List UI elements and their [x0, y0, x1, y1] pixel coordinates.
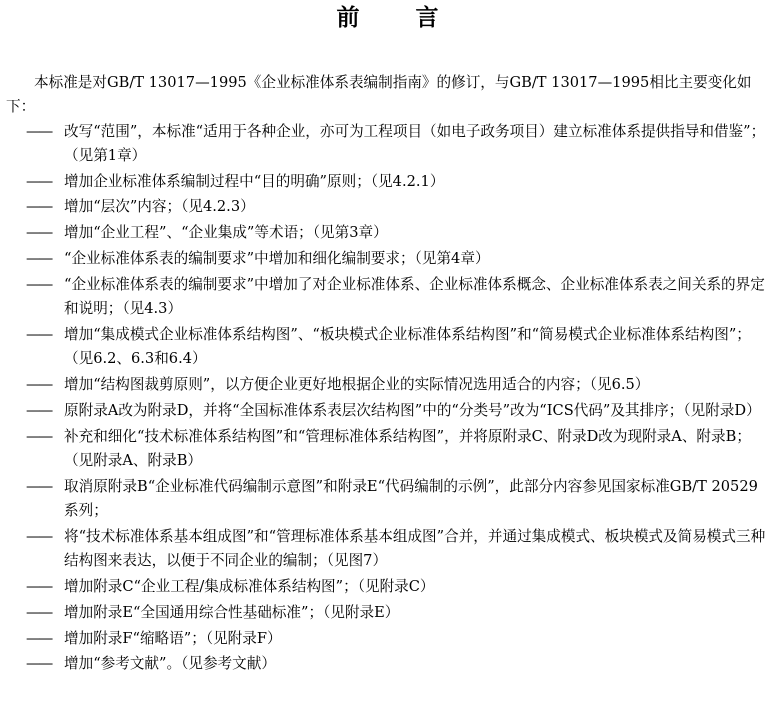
list-item — [6, 475, 768, 524]
list-item-text: 增加企业标准体系编制过程中“目的明确”原则；（见4.2.1） — [64, 172, 445, 190]
list-dash: —— — [26, 275, 52, 293]
list-item — [6, 425, 768, 474]
list-item — [6, 323, 768, 372]
list-item-text: “企业标准体系表的编制要求”中增加和细化编制要求；（见第4章） — [64, 250, 490, 268]
list-item — [6, 195, 768, 219]
list-item-text: 增加附录C“企业工程/集成标准体系结构图”；（见附录C） — [64, 577, 435, 595]
foreword-body — [6, 71, 768, 678]
list-item-text: “企业标准体系表的编制要求”中增加了对企业标准体系、企业标准体系概念、企业标准体系表之间关系的界定和说明；（见4.3） — [64, 275, 765, 318]
list-item — [6, 221, 768, 245]
list-dash: —— — [26, 655, 52, 673]
list-item — [6, 373, 768, 397]
list-item-text: 增加“参考文献”。（见参考文献） — [64, 655, 276, 673]
list-item-text: 将“技术标准体系基本组成图”和“管理标准体系基本组成图”合并，并通过集成模式、板块模式及简易模式三种结构图来表达，以便于不同企业的编制；（见图7） — [64, 527, 766, 570]
list-dash: —— — [26, 427, 52, 445]
list-dash: —— — [26, 401, 52, 419]
list-item — [6, 652, 768, 676]
list-item — [6, 525, 768, 574]
list-item-text: 取消原附录B“企业标准代码编制示意图”和附录E“代码编制的示例”，此部分内容参见国家标准GB/T 20529系列； — [64, 477, 758, 520]
list-item-text: 增加附录E“全国通用综合性基础标准”；（见附录E） — [64, 603, 400, 621]
list-dash: —— — [26, 198, 52, 216]
list-item-text: 增加“结构图裁剪原则”，以方便企业更好地根据企业的实际情况选用适合的内容；（见6.5） — [64, 376, 650, 394]
list-item-text: 增加“层次”内容；（见4.2.3） — [64, 198, 255, 216]
list-dash: —— — [26, 122, 52, 140]
list-item — [6, 399, 768, 423]
page-title — [0, 3, 775, 33]
list-dash: —— — [26, 250, 52, 268]
title-char-1: 前 — [336, 5, 360, 31]
title-char-2: 言 — [415, 5, 439, 31]
list-dash: —— — [26, 477, 52, 495]
list-item-text: 增加“企业工程”、“企业集成”等术语；（见第3章） — [64, 224, 388, 242]
list-dash: —— — [26, 325, 52, 343]
list-dash: —— — [26, 172, 52, 190]
list-item — [6, 601, 768, 625]
list-item — [6, 575, 768, 599]
change-list — [6, 120, 768, 677]
list-item-text: 增加“集成模式企业标准体系结构图”、“板块模式企业标准体系结构图”和“简易模式企业标准体系结构图”；（见6.2、6.3和6.4） — [64, 325, 751, 368]
list-item — [6, 120, 768, 169]
list-item-text: 原附录A改为附录D，并将“全国标准体系表层次结构图”中的“分类号”改为“ICS代码”及其排序；（见附录D） — [64, 401, 761, 419]
list-item — [6, 247, 768, 271]
list-item — [6, 170, 768, 194]
list-dash: —— — [26, 376, 52, 394]
list-item-text: 改写“范围”，本标准“适用于各种企业，亦可为工程项目（如电子政务项目）建立标准体系提供指导和借鉴”；（见第1章） — [64, 122, 766, 164]
list-item — [6, 627, 768, 651]
list-dash: —— — [26, 603, 52, 621]
list-dash: —— — [26, 577, 52, 595]
list-dash: —— — [26, 629, 52, 647]
list-item — [6, 273, 768, 322]
intro-paragraph: 本标准是对GB/T 13017—1995《企业标准体系表编制指南》的修订，与GB/T 13017—1995相比主要变化如下： — [6, 74, 752, 116]
list-item-text: 补充和细化“技术标准体系结构图”和“管理标准体系结构图”，并将原附录C、附录D改为现附录A、附录B；（见附录A、附录B） — [64, 427, 751, 469]
list-dash: —— — [26, 224, 52, 242]
list-item-text: 增加附录F“缩略语”；（见附录F） — [64, 629, 282, 647]
list-dash: —— — [26, 527, 52, 545]
